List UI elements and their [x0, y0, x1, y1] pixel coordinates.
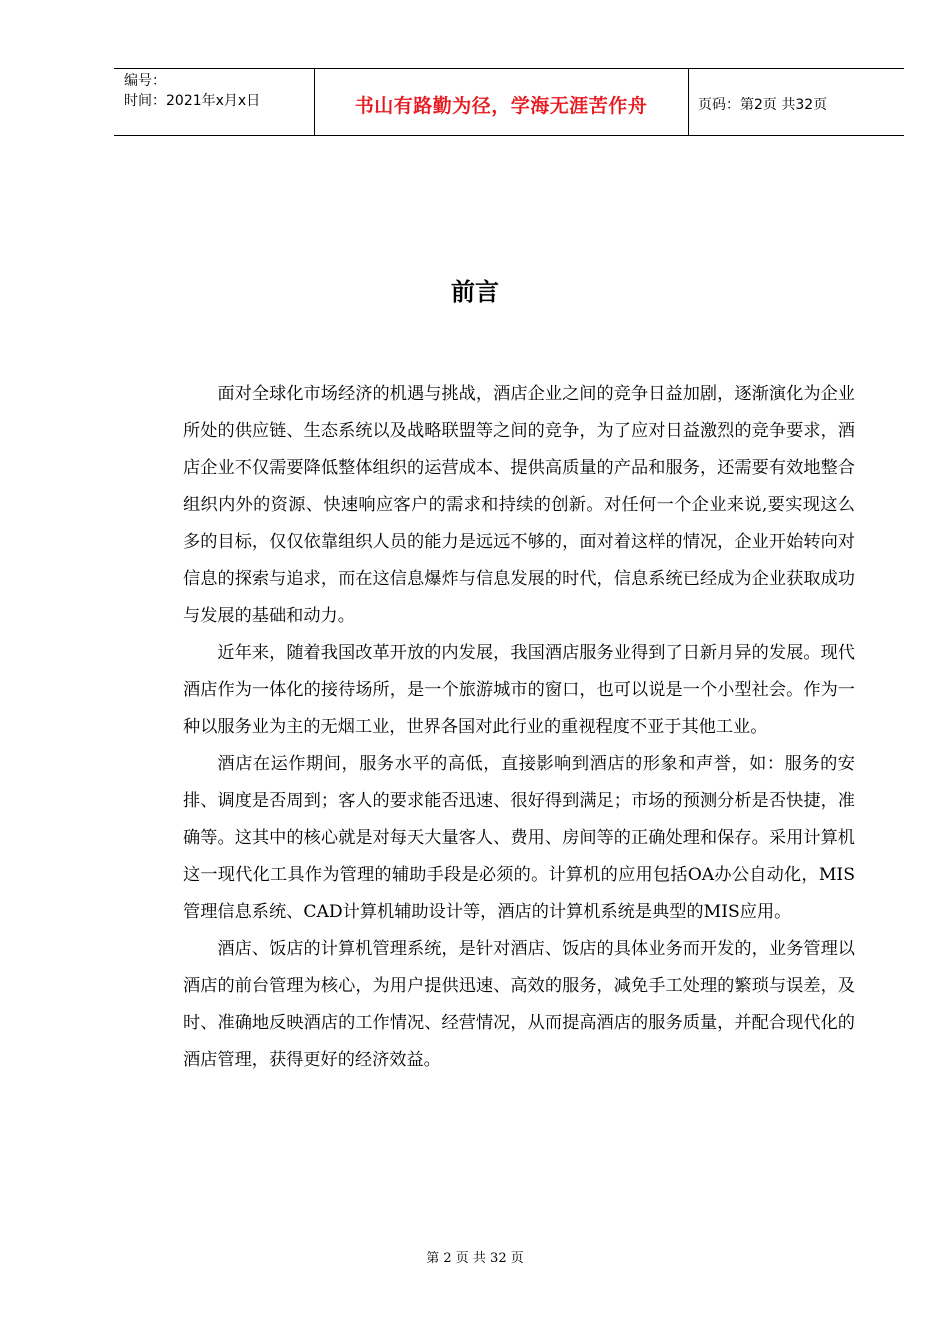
page-title: 前言: [451, 278, 499, 306]
header-divider-right: [688, 69, 689, 135]
document-number-label: 编号：: [124, 73, 166, 89]
paragraph: 面对全球化市场经济的机遇与挑战，酒店企业之间的竞争日益加剧，逐渐演化为企业所处的供应链、生态系统以及战略联盟等之间的竞争，为了应对日益激烈的竞争要求，酒店企业不仅需要降低整体组织的运营成本、提供高质量的产品和服务，还需要有效地整合组织内外的资源、快速响应客户的需求和持续的创新。对任何一个企业来说,要实现这么多的目标，仅仅依靠组织人员的能力是远远不够的，面对着这样的情况，企业开始转向对信息的探索与追求，而在这信息爆炸与信息发展的时代，信息系统已经成为企业获取成功与发展的基础和动力。: [183, 384, 855, 626]
paragraph: 近年来，随着我国改革开放的内发展，我国酒店服务业得到了日新月异的发展。现代酒店作为一体化的接待场所，是一个旅游城市的窗口，也可以说是一个小型社会。作为一种以服务业为主的无烟工业，世界各国对此行业的重视程度不亚于其他工业。: [183, 643, 855, 737]
page-footer: 第 2 页 共 32 页: [426, 1251, 524, 1266]
header-motto: 书山有路勤为径，学海无涯苦作舟: [354, 95, 648, 117]
document-time-label: 时间：2021年x月x日: [124, 93, 261, 109]
document-header: [114, 68, 904, 136]
header-page-code: 页码：第2页 共32页: [698, 97, 828, 113]
paragraph: 酒店在运作期间，服务水平的高低，直接影响到酒店的形象和声誉，如：服务的安排、调度是否周到；客人的要求能否迅速、很好得到满足；市场的预测分析是否快捷，准确等。这其中的核心就是对每天大量客人、费用、房间等的正确处理和保存。采用计算机这一现代化工具作为管理的辅助手段是必须的。计算机的应用包括OA办公自动化，MIS管理信息系统、CAD计算机辅助设计等，酒店的计算机系统是典型的MIS应用。: [183, 754, 855, 922]
header-meta: [124, 71, 314, 111]
paragraph: 酒店、饭店的计算机管理系统，是针对酒店、饭店的具体业务而开发的，业务管理以酒店的前台管理为核心，为用户提供迅速、高效的服务，减免手工处理的繁琐与误差，及时、准确地反映酒店的工作情况、经营情况，从而提高酒店的服务质量，并配合现代化的酒店管理，获得更好的经济效益。: [183, 939, 855, 1070]
body-text: [183, 376, 855, 1079]
